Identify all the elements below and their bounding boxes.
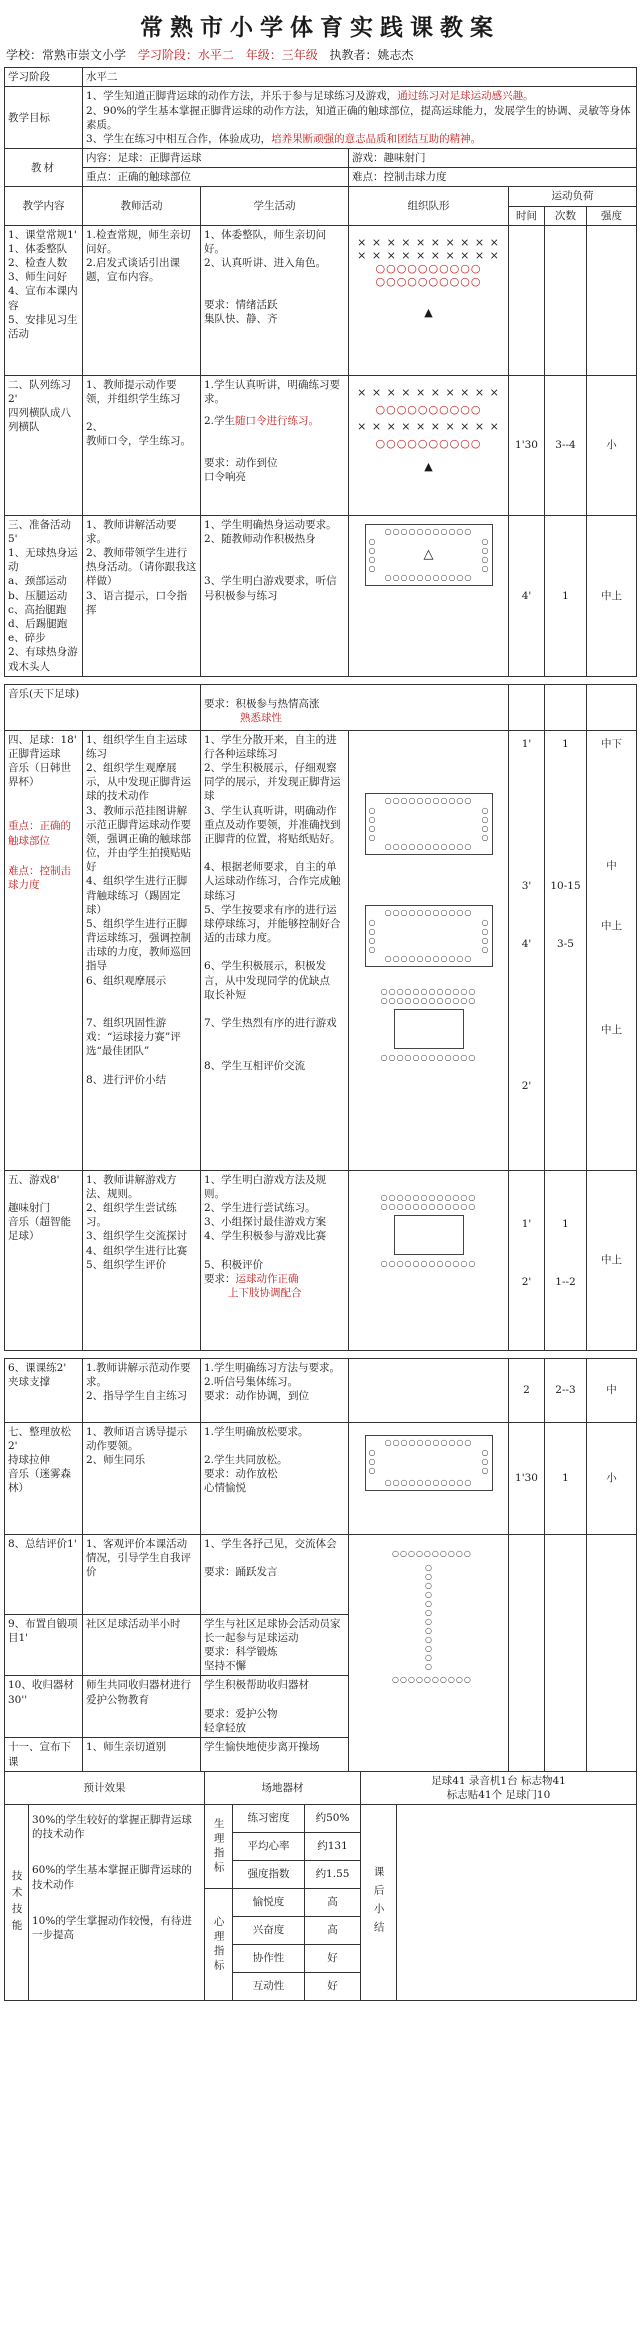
section-football	[5, 730, 637, 1170]
psych-label: 心理指标	[205, 1889, 233, 2001]
practice-time: 2	[509, 1358, 545, 1422]
header-intensity: 强度	[587, 206, 637, 225]
metric-name: 协作性	[233, 1945, 305, 1973]
content-difficulty: 难点：控制击球力度	[349, 168, 637, 187]
equipment-student: 学生积极帮助收归器材 要求：爱护公物 轻拿轻放	[201, 1676, 349, 1738]
practice-teacher: 1.教师讲解示范动作要求。 2、指导学生自主练习	[83, 1358, 201, 1422]
content-row	[5, 149, 637, 168]
drill-count: 3--4	[545, 375, 587, 515]
teacher-marker-icon: ▲	[424, 305, 433, 319]
drill-time: 1'30	[509, 375, 545, 515]
stage-row	[5, 68, 637, 87]
header-time: 时间	[509, 206, 545, 225]
drill-student: 1.学生认真听讲，明确练习要求。 2.学生随口令进行练习。 要求：动作到位 口令响亮	[201, 375, 349, 515]
game-content: 五、游戏8' 趣味射门 音乐（超智能足球）	[5, 1170, 83, 1350]
goals-cell	[83, 87, 637, 149]
metric-name: 愉悦度	[233, 1889, 305, 1917]
metric-value: 约50%	[305, 1805, 361, 1833]
metric-value: 好	[305, 1945, 361, 1973]
skill-items: 30%的学生较好的掌握正脚背运球的技术动作 60%的学生基本掌握正脚背运球的技术动作 10%的学生掌握动作较慢，有待进一步提高	[29, 1805, 205, 2001]
music-req: 要求：积极参与热情高涨 熟悉球性	[201, 684, 509, 730]
relax-time: 1'30	[509, 1422, 545, 1534]
stage-label: 学习阶段	[5, 68, 83, 87]
metric-value: 好	[305, 1973, 361, 2001]
section-relax	[5, 1422, 637, 1534]
dismiss-teacher: 1、师生亲切道别	[83, 1738, 201, 1771]
routine-content: 1、课堂常规1' 1、体委整队 2、检查人数 3、师生问好 4、宣布本课内容 5、安排见习生活动	[5, 225, 83, 375]
football-formation	[349, 730, 509, 1170]
drill-formation: × × × × × × × × × × ○○○○○○○○○○ × × × × × × × × × × ○○○○○○○○○○ ▲	[349, 375, 509, 515]
summary-content: 8、总结评价1'	[5, 1534, 83, 1614]
header-student: 学生活动	[201, 187, 349, 225]
football-field-diagram: ○○○○○○○○○○○○ ○○○○○○○○○○○○ ○○○○○○○○○○○○	[380, 986, 477, 1062]
game-teacher: 1、教师讲解游戏方法、规则。 2、组织学生尝试练习。 3、组织学生交流探讨 4、组织学生进行比赛 5、组织学生评价	[83, 1170, 201, 1350]
content-text: 内容：足球：正脚背运球	[83, 149, 349, 168]
football-time: 1' 3' 4' 2'	[509, 730, 545, 1170]
key-row	[5, 168, 637, 187]
warmup-content: 三、准备活动5' 1、无球热身运动 a、颈部运动 b、压腿运动 c、高抬腿跑 d、后踢腿跑 e、碎步 2、有球热身游戏木头人	[5, 515, 83, 676]
skill-label: 技术技能	[5, 1805, 29, 2001]
dismiss-content: 十一、宣布下课	[5, 1738, 83, 1771]
practice-intensity: 中	[587, 1358, 637, 1422]
football-count: 1 10-15 3-5	[545, 730, 587, 1170]
football-court-diagram-1: ○○○○○○○○○○○ ○ ○ ○ ○ ○ ○ ○ ○ ○○○○○○○○○○○	[365, 793, 493, 855]
content-label: 教材	[5, 149, 83, 187]
section-routine	[5, 225, 637, 375]
metric-value: 高	[305, 1917, 361, 1945]
warmup-student: 1、学生明确热身运动要求。 2、随教师动作积极热身 3、学生明白游戏要求，听信号积极参与练习	[201, 515, 349, 676]
effect-table	[4, 1771, 637, 2001]
effect-header-row	[5, 1771, 637, 1804]
homework-content: 9、布置自锻项目1'	[5, 1614, 83, 1676]
drill-content: 二、队列练习2' 四列横队成八列横队	[5, 375, 83, 515]
venue-items: 足球41 录音机1台 标志物41 标志贴41个 足球门10	[361, 1771, 637, 1804]
metric-value: 约1.55	[305, 1861, 361, 1889]
routine-teacher: 1.检查常规，师生亲切问好。 2.启发式谈话引出课题，宣布内容。	[83, 225, 201, 375]
warmup-time: 4'	[509, 515, 545, 676]
venue-label: 场地器材	[205, 1771, 361, 1804]
drill-intensity: 小	[587, 375, 637, 515]
routine-student: 1、体委整队，师生亲切问好。 2、认真听讲、进入角色。 要求：情绪活跃 集队快、静、齐	[201, 225, 349, 375]
header-teacher: 教师活动	[83, 187, 201, 225]
header-load: 运动负荷	[509, 187, 637, 206]
teacher-name: 执教者：姚志杰	[329, 48, 414, 63]
teacher-marker-icon: ▲	[424, 459, 433, 473]
metric-value: 约131	[305, 1833, 361, 1861]
football-teacher: 1、组织学生自主运球练习 2、组织学生观摩展示，从中发现正脚背运球的技术动作 3、教师示范挂图讲解示范正脚背运球动作要领，强调正确的触球部位，并由学生拍摸贴贴好 4、组织学生进行正脚背触球练习（踢固定球） 5、组织学生进行正脚背运球练习，强调控制击球的力度，教师巡回指导 6、组织观摩展示 7、组织巩固性游戏：“运球接力赛”评选“最佳团队” 8、进行评价小结	[83, 730, 201, 1170]
goal-item-3: 3、学生在练习中相互合作，体验成功，培养果断顽强的意志品质和团结互助的精神。	[86, 132, 482, 145]
closing-column-diagram: ○ ○ ○ ○ ○ ○ ○ ○ ○ ○ ○ ○	[425, 1563, 432, 1672]
section-warmup	[5, 515, 637, 676]
header-count: 次数	[545, 206, 587, 225]
lesson-plan-table	[4, 67, 637, 1771]
reflection-body	[397, 1805, 637, 2001]
warmup-formation	[349, 515, 509, 676]
section-practice	[5, 1358, 637, 1422]
game-formation	[349, 1170, 509, 1350]
stage-value: 水平二	[83, 68, 637, 87]
relax-teacher: 1、教师语言诱导提示动作要领。 2、师生同乐	[83, 1422, 201, 1534]
grade: 年级：三年级	[245, 48, 318, 63]
goals-row	[5, 87, 637, 149]
section-drill	[5, 375, 637, 515]
game-intensity: 中上	[587, 1170, 637, 1350]
metric-name: 兴奋度	[233, 1917, 305, 1945]
goals-label: 教学目标	[5, 87, 83, 149]
routine-formation: × × × × × × × × × × × × × × × × × × × × ○○○○○○○○○○ ○○○○○○○○○○ ▲	[349, 225, 509, 375]
content-game: 游戏：趣味射门	[349, 149, 637, 168]
game-field-diagram: ○○○○○○○○○○○○ ○○○○○○○○○○○○ ○○○○○○○○○○○○	[380, 1192, 477, 1268]
warmup-teacher: 1、教师讲解活动要求。 2、教师带领学生进行热身活动。（请你跟我这样做） 3、语言提示，口令指挥	[83, 515, 201, 676]
metric-value: 高	[305, 1889, 361, 1917]
music-label: 音乐(天下足球)	[5, 684, 201, 730]
equipment-teacher: 师生共同收归器材进行爱护公物教育	[83, 1676, 201, 1738]
metric-name: 互动性	[233, 1973, 305, 2001]
summary-teacher: 1、客观评价本课活动情况，引导学生自我评价	[83, 1534, 201, 1614]
relax-content: 七、整理放松2' 持球拉伸 音乐（迷雾森林）	[5, 1422, 83, 1534]
music-row	[5, 684, 637, 730]
header-content: 教学内容	[5, 187, 83, 225]
learning-stage: 学习阶段：水平二	[137, 48, 234, 63]
warmup-intensity: 中上	[587, 515, 637, 676]
football-intensity: 中下 中 中上 中上	[587, 730, 637, 1170]
game-student: 1、学生明白游戏方法及规则。 2、学生进行尝试练习。 3、小组探讨最佳游戏方案 4、学生积极参与游戏比赛 5、积极评价 要求：运球动作正确 上下肢协调配合	[201, 1170, 349, 1350]
homework-teacher: 社区足球活动半小时	[83, 1614, 201, 1676]
summary-student: 1、学生各抒己见，交流体会 要求：踊跃发言	[201, 1534, 349, 1614]
reflection-label: 课后小结	[361, 1805, 397, 2001]
football-content: 四、足球：18' 正脚背运球 音乐（日韩世界杯） 重点：正确的触球部位 难点：控制击球力度	[5, 730, 83, 1170]
drill-teacher: 1、教师提示动作要领，并组织学生练习 2、 教师口令，学生练习。	[83, 375, 201, 515]
football-student: 1、学生分散开来，自主的进行各种运球练习 2、学生积极展示，仔细观察同学的展示，并发现正脚背运球 3、学生认真听讲，明确动作重点及动作要领，并准确找到正脚背的位置，将贴纸贴好。 4、根据老师要求，自主的单人运球动作练习，合作完成触球练习 5、学生按要求有序的进行运球停球练习，并能够控制好合适的击球力度。 6、学生积极展示，积极发言，从中发现同学的优缺点 取长补短 7、学生热烈有序的进行游戏 8、学生互相评价交流	[201, 730, 349, 1170]
homework-student: 学生与社区足球协会活动员家长一起参与足球运动 要求：科学锻炼 坚持不懈	[201, 1614, 349, 1676]
goal-item-2: 2、90%的学生基本掌握正脚背运球的动作方法，知道正确的触球部位，提高运球能力，发展学生的协调、灵敏等身体素质。	[86, 104, 631, 131]
relax-intensity: 小	[587, 1422, 637, 1534]
game-time: 1' 2'	[509, 1170, 545, 1350]
football-court-diagram-2: ○○○○○○○○○○○ ○ ○ ○ ○ ○ ○ ○ ○ ○○○○○○○○○○○	[365, 905, 493, 967]
game-count: 1 1--2	[545, 1170, 587, 1350]
relax-count: 1	[545, 1422, 587, 1534]
content-key: 重点：正确的触球部位	[83, 168, 349, 187]
effect-label: 预计效果	[5, 1771, 205, 1804]
physio-label: 生理指标	[205, 1805, 233, 1889]
relax-student: 1.学生明确放松要求。 2.学生共同放松。 要求：动作放松 心情愉悦	[201, 1422, 349, 1534]
dismiss-student: 学生愉快地使步离开操场	[201, 1738, 349, 1771]
metric-name: 平均心率	[233, 1833, 305, 1861]
practice-content: 6、课课练2' 夹球支撑	[5, 1358, 83, 1422]
metric-name: 强度指数	[233, 1861, 305, 1889]
page-title: 常熟市小学体育实践课教案	[140, 14, 500, 41]
closing-formation: ○○○○○○○○○○ ○ ○ ○ ○ ○ ○ ○ ○ ○ ○ ○ ○ ○○○○○○○○○○	[349, 1534, 509, 1771]
header-meta	[6, 47, 636, 63]
practice-count: 2--3	[545, 1358, 587, 1422]
equipment-content: 10、收归器材30''	[5, 1676, 83, 1738]
table-header-row	[5, 187, 637, 206]
school-name: 学校：常熟市崇文小学	[6, 48, 127, 63]
header-formation: 组织队形	[349, 187, 509, 225]
metric-name: 练习密度	[233, 1805, 305, 1833]
section-summary	[5, 1534, 637, 1614]
practice-student: 1.学生明确练习方法与要求。 2.听信号集体练习。 要求：动作协调，到位	[201, 1358, 349, 1422]
warmup-court-diagram: ○○○○○○○○○○○ ○ ○ ○ ○ ○ ○ ○ ○ △ ○○○○○○○○○○○	[365, 524, 493, 586]
metric-row-1	[5, 1805, 637, 1833]
relax-formation	[349, 1422, 509, 1534]
warmup-count: 1	[545, 515, 587, 676]
section-game	[5, 1170, 637, 1350]
goal-item-1: 1、学生知道正脚背运球的动作方法，并乐于参与足球练习及游戏，通过练习对足球运动感兴趣。	[86, 90, 534, 103]
relax-court-diagram: ○○○○○○○○○○○ ○ ○ ○ ○ ○ ○ ○○○○○○○○○○○	[365, 1435, 493, 1491]
